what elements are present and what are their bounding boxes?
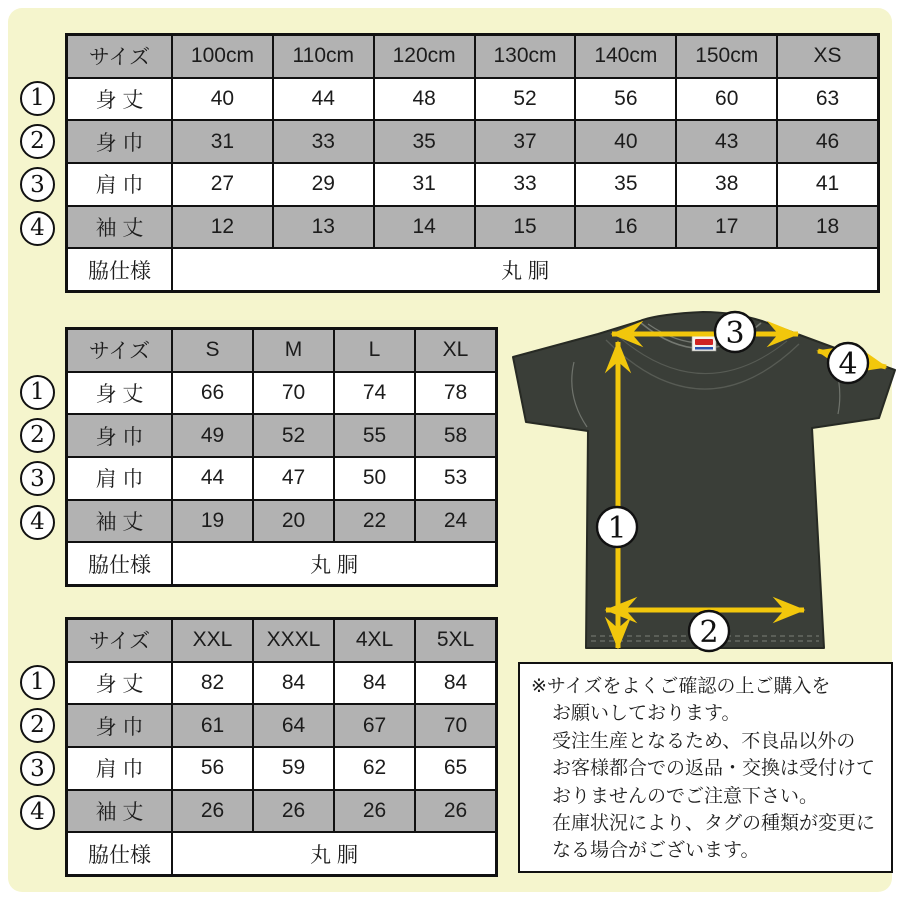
- row-marker-1: 1: [20, 81, 55, 116]
- row-label: 袖 丈: [68, 207, 171, 248]
- row-label: 身 丈: [68, 79, 171, 120]
- value-cell: 35: [576, 164, 675, 205]
- notice-line: 受注生産となるため、不良品以外の: [552, 730, 856, 752]
- notice-line: ※サイズをよくご確認の上ご購入を: [531, 676, 831, 697]
- value-cell: 52: [254, 415, 333, 456]
- value-cell: 65: [416, 748, 495, 789]
- row-marker-2: 2: [20, 708, 55, 743]
- header-cell: S: [173, 330, 252, 371]
- value-cell: 26: [416, 791, 495, 832]
- value-cell: 31: [173, 121, 272, 162]
- value-cell: 67: [335, 705, 414, 746]
- value-cell: 48: [375, 79, 474, 120]
- footer-label: 脇仕様: [68, 833, 171, 874]
- row-marker-4: 4: [20, 211, 55, 246]
- footer-merged-cell: 丸 胴: [173, 833, 495, 874]
- diagram-label-1: 1: [607, 511, 627, 546]
- value-cell: 40: [576, 121, 675, 162]
- value-cell: 62: [335, 748, 414, 789]
- row-marker-1: 1: [20, 665, 55, 700]
- diagram-label-3: 3: [725, 316, 745, 351]
- header-cell: サイズ: [68, 620, 171, 661]
- value-cell: 13: [274, 207, 373, 248]
- value-cell: 61: [173, 705, 252, 746]
- value-cell: 40: [173, 79, 272, 120]
- value-cell: 24: [416, 501, 495, 542]
- value-cell: 52: [476, 79, 575, 120]
- row-label: 身 丈: [68, 663, 171, 704]
- value-cell: 74: [335, 373, 414, 414]
- value-cell: 12: [173, 207, 272, 248]
- value-cell: 56: [173, 748, 252, 789]
- header-cell: サイズ: [68, 36, 171, 77]
- row-marker-1: 1: [20, 375, 55, 410]
- value-cell: 31: [375, 164, 474, 205]
- value-cell: 56: [576, 79, 675, 120]
- header-cell: 100cm: [173, 36, 272, 77]
- value-cell: 26: [254, 791, 333, 832]
- row-marker-2: 2: [20, 418, 55, 453]
- value-cell: 26: [335, 791, 414, 832]
- row-label: 身 巾: [68, 121, 171, 162]
- value-cell: 78: [416, 373, 495, 414]
- value-cell: 49: [173, 415, 252, 456]
- row-label: 肩 巾: [68, 164, 171, 205]
- row-label: 袖 丈: [68, 791, 171, 832]
- header-cell: L: [335, 330, 414, 371]
- header-cell: 150cm: [677, 36, 776, 77]
- value-cell: 60: [677, 79, 776, 120]
- value-cell: 58: [416, 415, 495, 456]
- header-cell: XXL: [173, 620, 252, 661]
- diagram-label-4: 4: [838, 347, 858, 382]
- value-cell: 66: [173, 373, 252, 414]
- value-cell: 38: [677, 164, 776, 205]
- value-cell: 82: [173, 663, 252, 704]
- notice-line: おりませんのでご注意下さい。: [552, 785, 819, 807]
- header-cell: XXXL: [254, 620, 333, 661]
- footer-merged-cell: 丸 胴: [173, 249, 877, 290]
- value-cell: 27: [173, 164, 272, 205]
- size-table-kids: [65, 33, 880, 293]
- row-marker-3: 3: [20, 461, 55, 496]
- header-cell: M: [254, 330, 333, 371]
- value-cell: 64: [254, 705, 333, 746]
- value-cell: 33: [476, 164, 575, 205]
- value-cell: 17: [677, 207, 776, 248]
- row-marker-2: 2: [20, 124, 55, 159]
- footer-label: 脇仕様: [68, 543, 171, 584]
- row-label: 肩 巾: [68, 748, 171, 789]
- header-cell: XL: [416, 330, 495, 371]
- value-cell: 47: [254, 458, 333, 499]
- value-cell: 33: [274, 121, 373, 162]
- row-marker-4: 4: [20, 505, 55, 540]
- header-cell: XS: [778, 36, 877, 77]
- row-label: 袖 丈: [68, 501, 171, 542]
- purchase-notice-box: [518, 662, 893, 873]
- value-cell: 70: [254, 373, 333, 414]
- value-cell: 43: [677, 121, 776, 162]
- row-marker-3: 3: [20, 751, 55, 786]
- value-cell: 19: [173, 501, 252, 542]
- header-cell: 120cm: [375, 36, 474, 77]
- notice-line: お願いしております。: [552, 703, 741, 725]
- value-cell: 44: [173, 458, 252, 499]
- header-cell: 130cm: [476, 36, 575, 77]
- tshirt-measurement-diagram: [500, 300, 900, 670]
- row-label: 身 巾: [68, 705, 171, 746]
- value-cell: 16: [576, 207, 675, 248]
- size-table-adult: [65, 327, 498, 587]
- footer-merged-cell: 丸 胴: [173, 543, 495, 584]
- row-marker-4: 4: [20, 795, 55, 830]
- value-cell: 84: [335, 663, 414, 704]
- notice-line: お客様都合での返品・交換は受付けて: [552, 758, 876, 780]
- value-cell: 84: [254, 663, 333, 704]
- header-cell: サイズ: [68, 330, 171, 371]
- footer-label: 脇仕様: [68, 249, 171, 290]
- value-cell: 55: [335, 415, 414, 456]
- value-cell: 15: [476, 207, 575, 248]
- value-cell: 14: [375, 207, 474, 248]
- value-cell: 18: [778, 207, 877, 248]
- value-cell: 59: [254, 748, 333, 789]
- tshirt-diagram-svg: [500, 300, 900, 670]
- value-cell: 50: [335, 458, 414, 499]
- value-cell: 84: [416, 663, 495, 704]
- value-cell: 53: [416, 458, 495, 499]
- value-cell: 70: [416, 705, 495, 746]
- value-cell: 46: [778, 121, 877, 162]
- value-cell: 20: [254, 501, 333, 542]
- row-label: 身 丈: [68, 373, 171, 414]
- brand-tag: [692, 336, 716, 351]
- notice-line: なる場合がございます。: [552, 840, 760, 862]
- diagram-label-2: 2: [699, 615, 719, 650]
- header-cell: 5XL: [416, 620, 495, 661]
- row-marker-3: 3: [20, 167, 55, 202]
- value-cell: 41: [778, 164, 877, 205]
- notice-line: 在庫状況により、タグの種類が変更に: [552, 813, 876, 835]
- value-cell: 35: [375, 121, 474, 162]
- header-cell: 140cm: [576, 36, 675, 77]
- value-cell: 29: [274, 164, 373, 205]
- row-label: 身 巾: [68, 415, 171, 456]
- header-cell: 110cm: [274, 36, 373, 77]
- header-cell: 4XL: [335, 620, 414, 661]
- value-cell: 22: [335, 501, 414, 542]
- value-cell: 26: [173, 791, 252, 832]
- value-cell: 63: [778, 79, 877, 120]
- value-cell: 44: [274, 79, 373, 120]
- value-cell: 37: [476, 121, 575, 162]
- size-table-big: [65, 617, 498, 877]
- row-label: 肩 巾: [68, 458, 171, 499]
